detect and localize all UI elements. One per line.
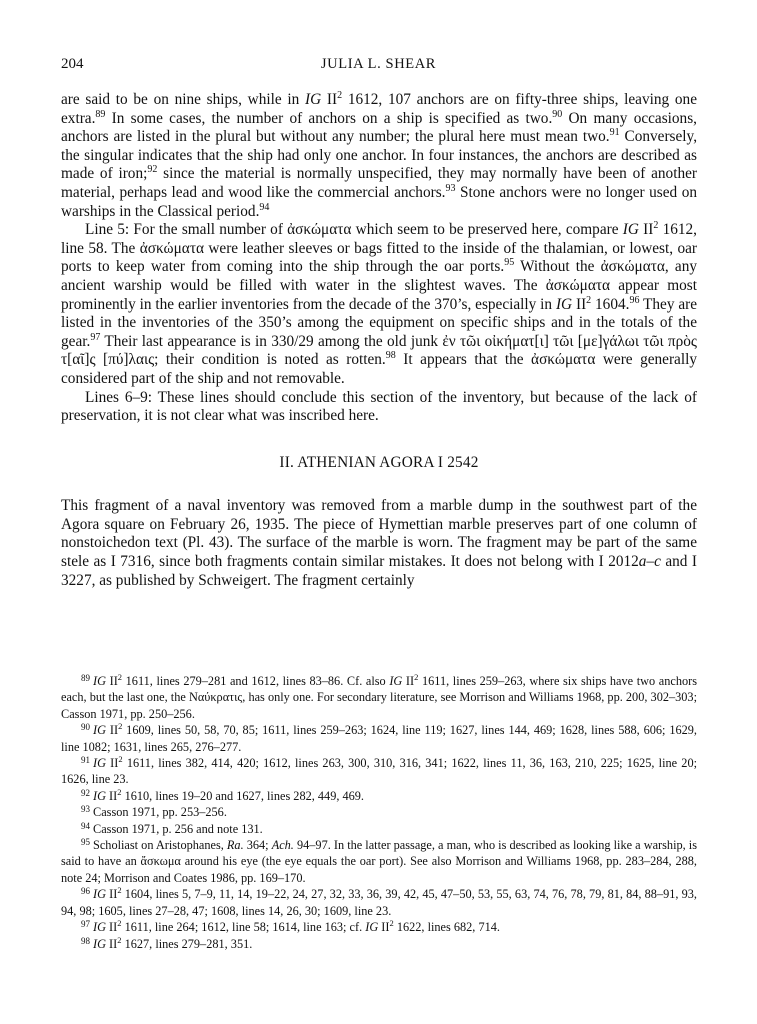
- footnote-marker: 93: [81, 804, 90, 815]
- paragraph-agora-fragment: This fragment of a naval inventory was removed from a marble dump in the southwest part of the Agora square on February 26, 1935. The piece of Hymettian marble preserves part of one column of nonstoichedon text (Pl. 43). The surface of the marble is worn. The fragment may be part of the same stele as I 7316, since both fragments contain similar mistakes. It does not belong with I 2012a–c and I 3227, as published by Schweigert. The fragment certainly: [61, 497, 697, 589]
- footnote-ref-90[interactable]: 90: [552, 108, 563, 120]
- page-number: 204: [61, 56, 84, 72]
- footnote-marker: 90: [81, 722, 90, 733]
- footnote-ref-93[interactable]: 93: [445, 182, 456, 194]
- footnote-ref-89[interactable]: 89: [95, 108, 106, 120]
- footnote-96: $^{96}$ IG $II^2$ 1604, lines 5, 7–9, 11, 14, 19–22, 24, 27, 32, 33, 36, 39, 42, 45, 47–50, 53, 55, 63, 74, 76, 78, 79, 81, 84, 88–91, 93, 94, 98; 1605, lines 27–28, 47; 1608, lines 14, 26, 30; 1609, line 23.: [61, 885, 697, 918]
- footnote-ref-97[interactable]: 97: [90, 331, 101, 343]
- footnote-ref-95[interactable]: 95: [504, 257, 515, 269]
- footnote-93: $^{93}$ Casson 1971, pp. 253–256.: [81, 804, 227, 820]
- running-head: JULIA L. SHEAR: [320, 56, 437, 72]
- footnote-marker: 96: [81, 886, 90, 897]
- footnote-95: $^{95}$ Scholiast on Aristophanes, Ra. 364; Ach. 94–97. In the latter passage, a man, who is described as looking like a warship, is said to have an ἄσκωμα around his eye (the eye equals the oar port). See also Morrison and Williams 1968, pp. 283–284, 288, note 24; Morrison and Coates 1986, pp. 169–170.: [61, 837, 697, 885]
- page-header: [61, 56, 696, 80]
- paragraph-line-5: Line 5: For the small number of ἀσκώματα which seem to be preserved here, compare IG $II^2$ 1612, line 58. The ἀσκώματα were leather sleeves or bags fitted to the inside of the thalamian, or lowest, oar ports to keep water from coming into the ship through the oar ports.$^{95}$ Without the ἀσκώματα, any ancient warship would be filled with water in the slightest waves. The ἀσκώματα appear most prominently in the earlier inventories from the decade of the 370’s, especially in IG $II^2$ 1604.96 They are listed in the inventories of the 350’s among the equipment on specific ships and in the totals of the gear.$^{97}$ Their last appearance is in 330/29 among the old junk ἐν τῶι οἰκήματ[ι] τῶι [με]γάλωι τῶι πρὸς τ[αῖ]ς [πύ]λαις; their condition is noted as rotten.$^{98}$ It appears that the ἀσκώματα were generally considered part of the ship and not removable.: [61, 220, 698, 387]
- footnote-marker: 92: [81, 787, 90, 798]
- footnote-ref-92[interactable]: 92: [147, 164, 158, 176]
- footnote-97: $^{97}$ IG $II^2$ 1611, line 264; 1612, line 58; 1614, line 163; cf. IG $II^2$ 1622, lines 682, 714.: [81, 918, 500, 935]
- footnote-ref-98[interactable]: 98: [385, 350, 396, 362]
- footnote-98: $^{98}$ IG $II^2$ 1627, lines 279–281, 351.: [81, 934, 253, 951]
- footnote-ref-94[interactable]: 94: [259, 201, 270, 213]
- footnotes: [61, 673, 697, 952]
- footnote-marker: 95: [81, 837, 90, 848]
- section-heading: II. ATHENIAN AGORA I 2542: [279, 453, 479, 471]
- footnote-marker: 91: [81, 755, 90, 766]
- paragraph-lines-6-9: Lines 6–9: These lines should conclude this section of the inventory, but because of the lack of preservation, it is not clear what was inscribed here.: [61, 388, 697, 425]
- footnote-89: $^{89}$ IG $II^2$ 1611, lines 279–281 and 1612, lines 83–86. Cf. also IG $II^2$ 1611, lines 259–263, where six ships have two anchors each, but the last one, the Ναύκρατις, has only one. For secondary literature, see Morrison and Williams 1968, pp. 200, 302–303; Casson 1971, pp. 250–256.: [61, 672, 698, 721]
- footnote-92: $^{92}$ IG $II^2$ 1610, lines 19–20 and 1627, lines 282, 449, 469.: [81, 786, 365, 803]
- paragraph-anchors: are said to be on nine ships, while in IG $II^2$ 1612, 107 anchors are on fifty-three ships, leaving one extra.$^{89}$ In some cases, the number of anchors on a ship is specified as two.$^{90}$ On many occasions, anchors are listed in the plural but without any number; the plural here must mean two.$^{91}$ Conversely, the singular indicates that the ship had only one anchor. In four instances, the anchors are described as made of iron;$^{92}$ since the material is normally unspecified, they may normally have been of another material, perhaps lead and wood like the commercial anchors.$^{93}$ Stone anchors were no longer used on warships in the Classical period.$^{94}$: [61, 90, 698, 220]
- footnote-ref-91[interactable]: 91: [609, 127, 620, 139]
- footnote-marker: 94: [81, 820, 90, 831]
- footnote-marker: 97: [81, 919, 90, 930]
- footnote-91: $^{91}$ IG $II^2$ 1611, lines 382, 414, 420; 1612, lines 263, 300, 310, 316, 341; 1622, lines 11, 36, 163, 210, 225; 1625, line 20; 1626, line 23.: [61, 754, 698, 787]
- footnote-ref-96[interactable]: 96: [629, 294, 640, 306]
- footnote-90: $^{90}$ IG $II^2$ 1609, lines 50, 58, 70, 85; 1611, lines 259–263; 1624, line 119; 1627, lines 144, 469; 1628, lines 588, 606; 1629, line 1082; 1631, lines 265, 276–277.: [61, 721, 698, 754]
- footnote-marker: 98: [81, 935, 90, 946]
- footnote-marker: 89: [81, 673, 90, 683]
- footnote-94: $^{94}$ Casson 1971, p. 256 and note 131.: [81, 820, 263, 836]
- body-text: [61, 91, 697, 590]
